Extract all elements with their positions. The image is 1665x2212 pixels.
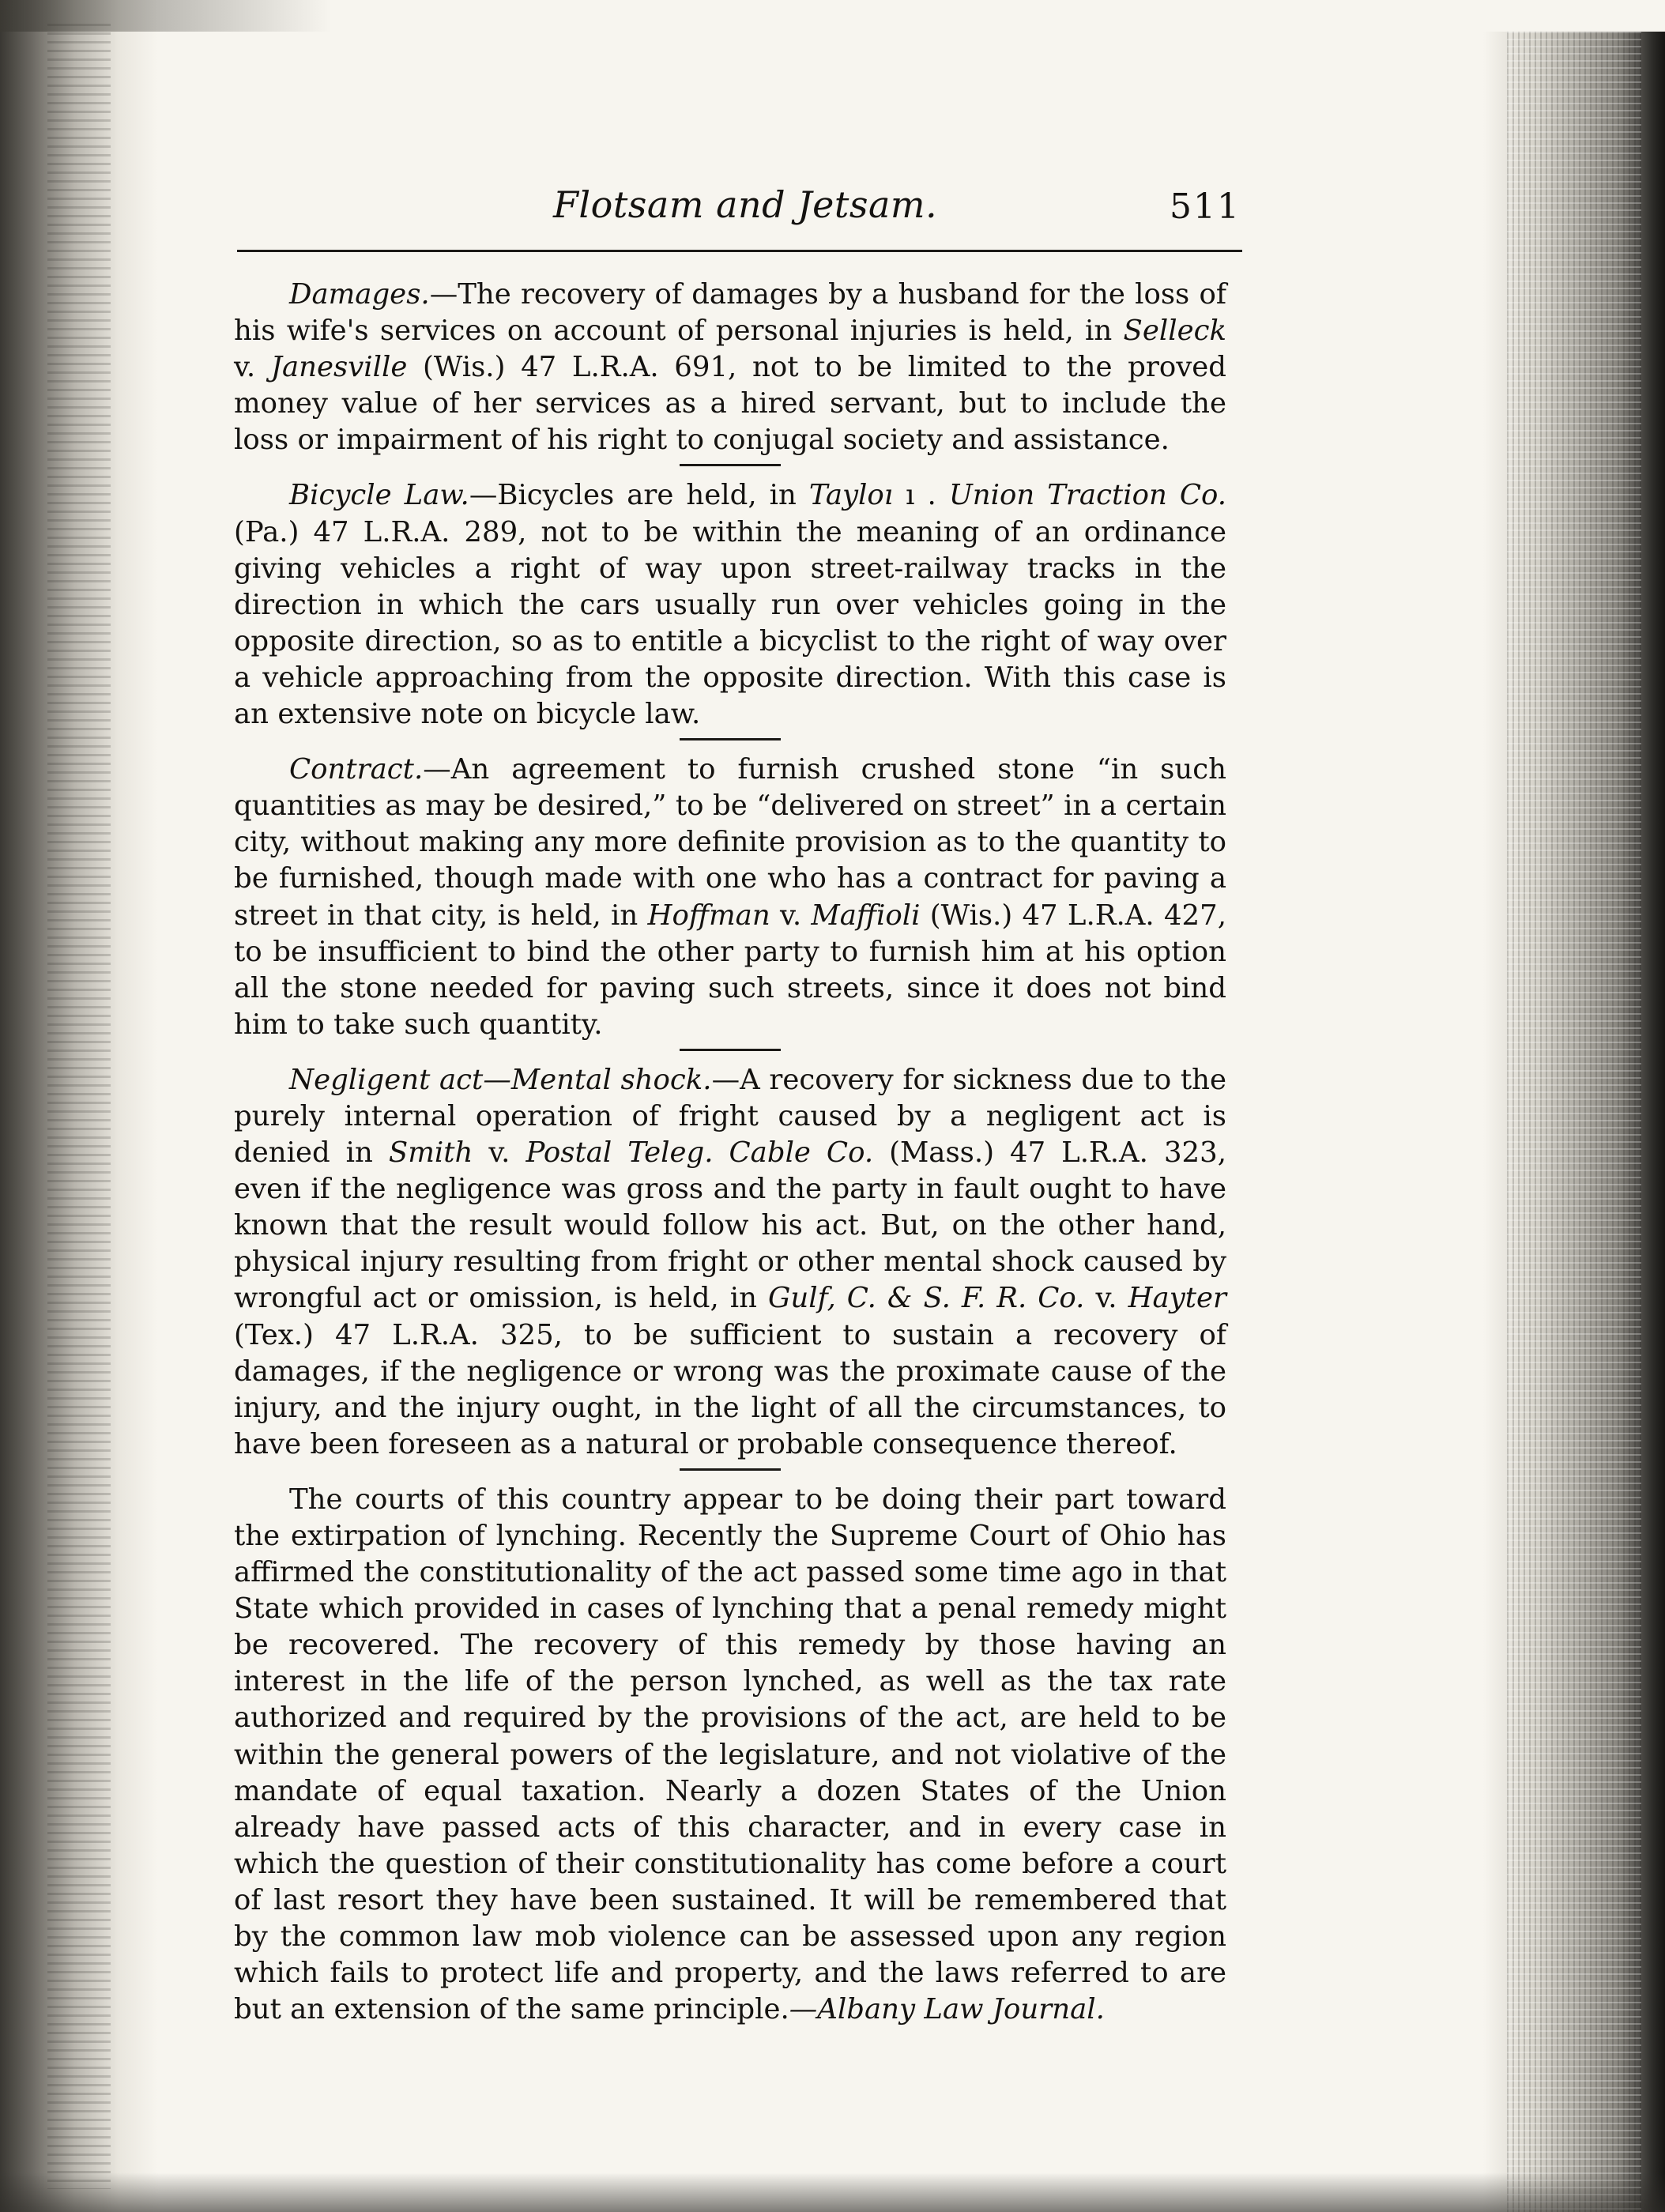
right-edge-speckle — [1507, 32, 1641, 2212]
case-name: Postal Teleg. Cable Co. — [525, 1136, 874, 1170]
case-name: Hayter — [1128, 1282, 1227, 1315]
case-name: Janesville — [270, 351, 408, 384]
text-run: v. — [234, 351, 271, 384]
section-divider — [680, 464, 781, 466]
text-run: (Mass.) 47 L.R.A. 323, even if the negligence was gross and the party in fault ought to have known that the result would follow his act. But, on the other hand, physical injury resulting from fright or other mental shock caused by wrongful act or omission, is held, in — [234, 1136, 1226, 1315]
case-name: Union Traction Co. — [948, 479, 1227, 512]
section-heading: Damages. — [289, 278, 430, 311]
bottom-edge-shadow — [0, 2172, 1665, 2212]
text-run: v. — [473, 1136, 526, 1170]
page-number: 511 — [1170, 187, 1241, 227]
paragraph-lynching — [234, 1482, 1226, 2028]
left-edge-speckle — [47, 24, 111, 2189]
paragraph-bicycle-law — [234, 477, 1226, 733]
header-rule — [237, 250, 1242, 252]
text-run: (Pa.) 47 L.R.A. 289, not to be within the meaning of an ordinance giving vehicles a right of way upon street-railway tracks in the direction in which the cars usually run over vehicles going in the opposite direction, so as to entitle a bicyclist to the right of way over a vehicle approaching from the opposite direction. With this case is an extensive note on bicycle law. — [234, 515, 1226, 731]
top-corner-shadow — [0, 0, 332, 32]
section-heading: Bicycle Law. — [289, 479, 469, 512]
text-run: (Tex.) 47 L.R.A. 325, to be sufficient to sustain a recovery of damages, if the negligence or wrong was the proximate cause of the injury, and the injury ought, in the light of all the circumstances, to have been foreseen as a natural or probable consequence thereof. — [234, 1318, 1226, 1460]
case-name: Hoffman — [647, 899, 770, 932]
section-heading: Negligent act—Mental shock. — [289, 1063, 712, 1096]
section-divider — [680, 738, 781, 740]
section-divider — [680, 1049, 781, 1051]
paragraph-contract — [234, 752, 1226, 1043]
text-run: (Wis.) 47 L.R.A. 691, not to be limited to the proved money value of her services as a hired servant, but to include the loss or impairment of his right to conjugal society and assistance. — [234, 351, 1226, 457]
text-run: The courts of this country appear to be doing their part toward the extirpation of lynching. Recently the Supreme Court of Ohio has affirmed the constitutionality of the act passed some time ago in that State which provided in cases of lynching that a penal remedy might be recovered. The recovery of this remedy by those having an interest in the life of the person lynched, as well as the tax rate authorized and required by the provisions of the act, are held to be within the general powers of the legislature, and not violative of the mandate of equal taxation. Nearly a dozen States of the Union already have passed acts of this character, and in every case in which the question of their constitutionality has come before a court of last resort they have been sustained. It will be remembered that by the common law mob violence can be assessed upon any region which fails to protect life and property, and the laws referred to are but an extension of the same principle. — [234, 1483, 1226, 2026]
paragraph-damages — [234, 277, 1226, 458]
text-run: —The recovery of damages by a husband for the loss of his wife's services on account of personal injuries is held, in — [234, 278, 1226, 348]
text-run: v. — [1084, 1282, 1128, 1315]
text-run: —A recovery for sickness due to the purely internal operation of fright caused by a negligent act is denied in — [234, 1063, 1226, 1170]
paragraph-negligent-act — [234, 1062, 1226, 1463]
source-attribution: —Albany Law Journal. — [789, 1993, 1105, 2026]
page-header — [237, 183, 1241, 239]
text-run: —Bicycles are held, in — [469, 479, 809, 512]
text-run: v. — [770, 899, 812, 932]
case-name: Gulf, C. & S. F. R. Co. — [768, 1282, 1085, 1315]
case-name: Smith — [388, 1136, 473, 1170]
case-name: Selleck — [1123, 315, 1226, 348]
text-run: (Wis.) 47 L.R.A. 427, to be insufficient to bind the other party to furnish him at his option all the stone needed for paving such streets, since it does not bind him to take such quantity. — [234, 899, 1226, 1041]
case-name: Maffioli — [811, 899, 921, 932]
text-run: —An agreement to furnish crushed stone “in such quantities as may be desired,” to be “delivered on street” in a certain city, without making any more definite provision as to the quantity to be furnished, though made with one who has a contract for paving a street in that city, is held, in — [234, 753, 1226, 932]
section-divider — [680, 1468, 781, 1471]
case-name: Tayloı — [808, 479, 894, 512]
running-title: Flotsam and Jetsam. — [553, 183, 938, 226]
article-body — [234, 277, 1226, 2028]
text-run: ı . — [893, 479, 949, 512]
section-heading: Contract. — [289, 753, 424, 786]
